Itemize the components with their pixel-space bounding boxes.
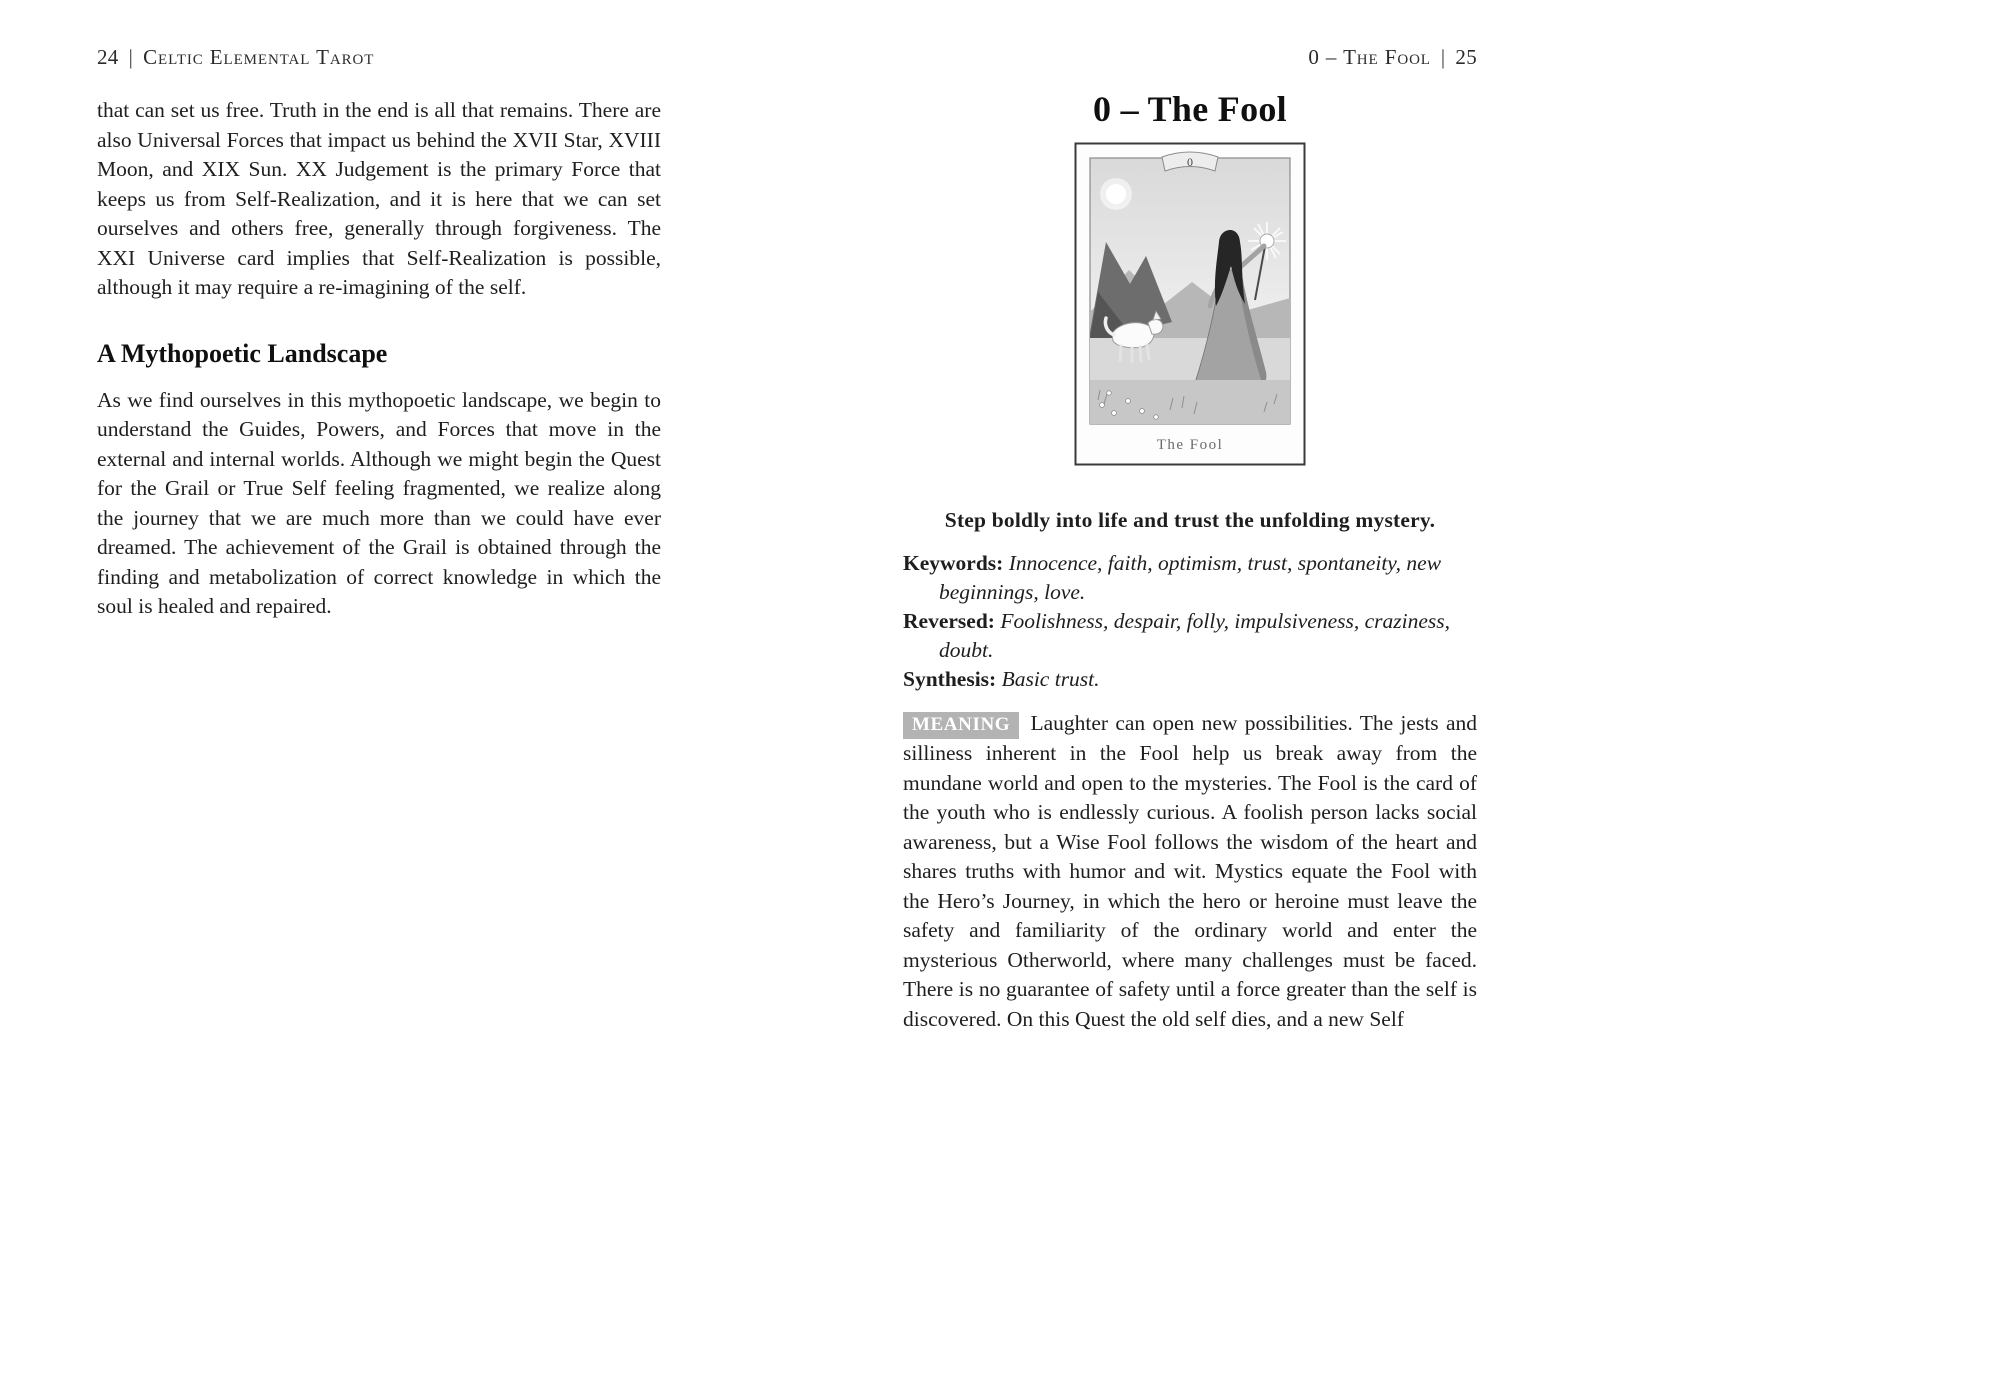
left-page-number: 24 (97, 45, 119, 69)
meaning-badge: MEANING (903, 712, 1019, 739)
left-paragraph-1: that can set us free. Truth in the end is all that remains. There are also Universal Forces that impact us behind the XVII Star, XVIII Moon, and XIX Sun. XX Judgement is the primary Force that keeps us from Self-Realization, and it is here that we can set ourselves and others free, generally through forgiveness. The XXI Universe card implies that Self-Realization is possible, although it may require a re-imagining of the self. (97, 98, 661, 299)
keywords-label: Keywords: (903, 551, 1004, 575)
right-page (903, 45, 1477, 1034)
card-numeral: 0 (1187, 155, 1193, 169)
left-page (97, 45, 661, 622)
left-paragraph-2: As we find ourselves in this mythopoetic landscape, we begin to understand the Guides, Powers, and Forces that move in the external and internal worlds. Although we might begin the Quest for the Grail or True Self feeling fragmented, we realize along the journey that we are much more than we could have ever dreamed. The achievement of the Grail is obtained through the finding and metabolization of correct knowledge in which the soul is healed and repaired. (97, 387, 661, 618)
right-page-number: 25 (1455, 45, 1477, 69)
chapter-header: 0 – The Fool (1308, 45, 1431, 69)
card-caption: The Fool (1156, 437, 1224, 453)
reversed-text: Foolishness, despair, folly, impulsiveness, craziness, doubt. (939, 609, 1451, 662)
fool-card-illustration (1074, 142, 1306, 466)
tarot-card-svg (1074, 142, 1306, 466)
header-separator: | (128, 45, 134, 69)
header-separator: | (1440, 45, 1446, 69)
keywords-line (903, 549, 1477, 607)
synthesis-text: Basic trust. (1001, 667, 1100, 691)
meaning-text: Laughter can open new possibilities. The jests and silliness inherent in the Fool help us break away from the mundane world and open to the mysteries. The Fool is the card of the youth who is endlessly curious. A foolish person lacks social awareness, but a Wise Fool follows the wisdom of the heart and shares truths with humor and wit. Mystics equate the Fool with the Hero’s Journey, in which the hero or heroine must leave the safety and familiarity of the ordinary world and enter the mysterious Otherworld, where many challenges must be faced. There is no guarantee of safety until a force greater than the self is discovered. On this Quest the old self dies, and a new Self (903, 711, 1477, 1031)
section-heading: A Mythopoetic Landscape (97, 338, 388, 368)
sun-icon (1106, 184, 1126, 204)
synthesis-label: Synthesis: (903, 667, 997, 691)
synthesis-line (903, 665, 1477, 694)
keywords-text: Innocence, faith, optimism, trust, spontaneity, new beginnings, love. (939, 551, 1442, 604)
reversed-label: Reversed: (903, 609, 995, 633)
meaning-paragraph (903, 709, 1477, 1034)
book-title: Celtic Elemental Tarot (143, 45, 375, 69)
right-running-header (903, 45, 1477, 70)
grass-ground (1090, 380, 1290, 424)
reversed-line (903, 607, 1477, 665)
left-running-header (97, 45, 661, 70)
chapter-title: 0 – The Fool (1093, 89, 1287, 129)
card-tagline: Step boldly into life and trust the unfolding mystery. (944, 508, 1436, 532)
keywords-block (903, 549, 1477, 694)
